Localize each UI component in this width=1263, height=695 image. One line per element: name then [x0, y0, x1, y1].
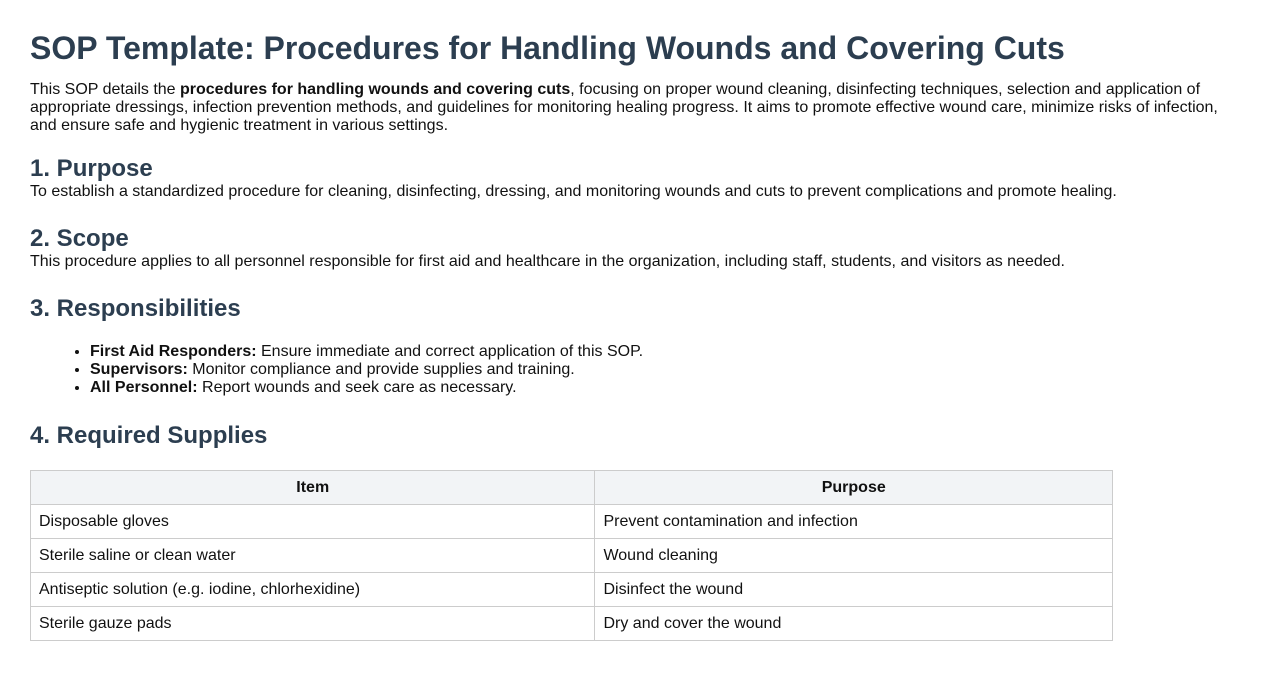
supplies-table [30, 470, 1113, 641]
responsibilities-list [30, 343, 1233, 397]
column-header-item: Item [31, 471, 595, 505]
intro-paragraph [30, 81, 1233, 135]
cell-purpose: Dry and cover the wound [595, 607, 1113, 641]
table-row [31, 573, 1113, 607]
responsibilities-heading: 3. Responsibilities [30, 295, 241, 322]
table-row [31, 539, 1113, 573]
page-title: SOP Template: Procedures for Handling Wounds and Covering Cuts [30, 30, 1065, 66]
list-item [90, 379, 1233, 397]
supplies-heading: 4. Required Supplies [30, 422, 268, 449]
role-label: Supervisors: [90, 361, 188, 378]
cell-item: Antiseptic solution (e.g. iodine, chlorhexidine) [31, 573, 595, 607]
cell-purpose: Wound cleaning [595, 539, 1113, 573]
list-item [90, 343, 1233, 361]
table-row [31, 607, 1113, 641]
intro-prefix: This SOP details the [30, 81, 180, 98]
table-row [31, 505, 1113, 539]
scope-text: This procedure applies to all personnel responsible for first aid and healthcare in the organization, including staff, students, and visitors as needed. [30, 253, 1065, 270]
purpose-heading: 1. Purpose [30, 155, 153, 182]
role-label: First Aid Responders: [90, 343, 257, 360]
cell-item: Sterile gauze pads [31, 607, 595, 641]
intro-suffix: , focusing on proper wound cleaning, disinfecting techniques, selection and application of appropriate dressings, infection prevention methods, and guidelines for monitoring healing progress. It aims to promote effective wound care, minimize risks of infection, and ensure safe and hygienic treatment in various settings. [30, 81, 1218, 134]
cell-purpose: Prevent contamination and infection [595, 505, 1113, 539]
list-item [90, 361, 1233, 379]
role-text: Ensure immediate and correct application of this SOP. [256, 343, 644, 360]
column-header-purpose: Purpose [595, 471, 1113, 505]
role-text: Monitor compliance and provide supplies and training. [187, 361, 575, 378]
cell-item: Disposable gloves [31, 505, 595, 539]
table-header-row [31, 471, 1113, 505]
role-text: Report wounds and seek care as necessary. [197, 379, 517, 396]
cell-item: Sterile saline or clean water [31, 539, 595, 573]
purpose-text: To establish a standardized procedure for cleaning, disinfecting, dressing, and monitoring wounds and cuts to prevent complications and promote healing. [30, 183, 1117, 200]
cell-purpose: Disinfect the wound [595, 573, 1113, 607]
intro-bold-phrase: procedures for handling wounds and covering cuts [180, 81, 571, 98]
scope-heading: 2. Scope [30, 225, 129, 252]
role-label: All Personnel: [90, 379, 198, 396]
